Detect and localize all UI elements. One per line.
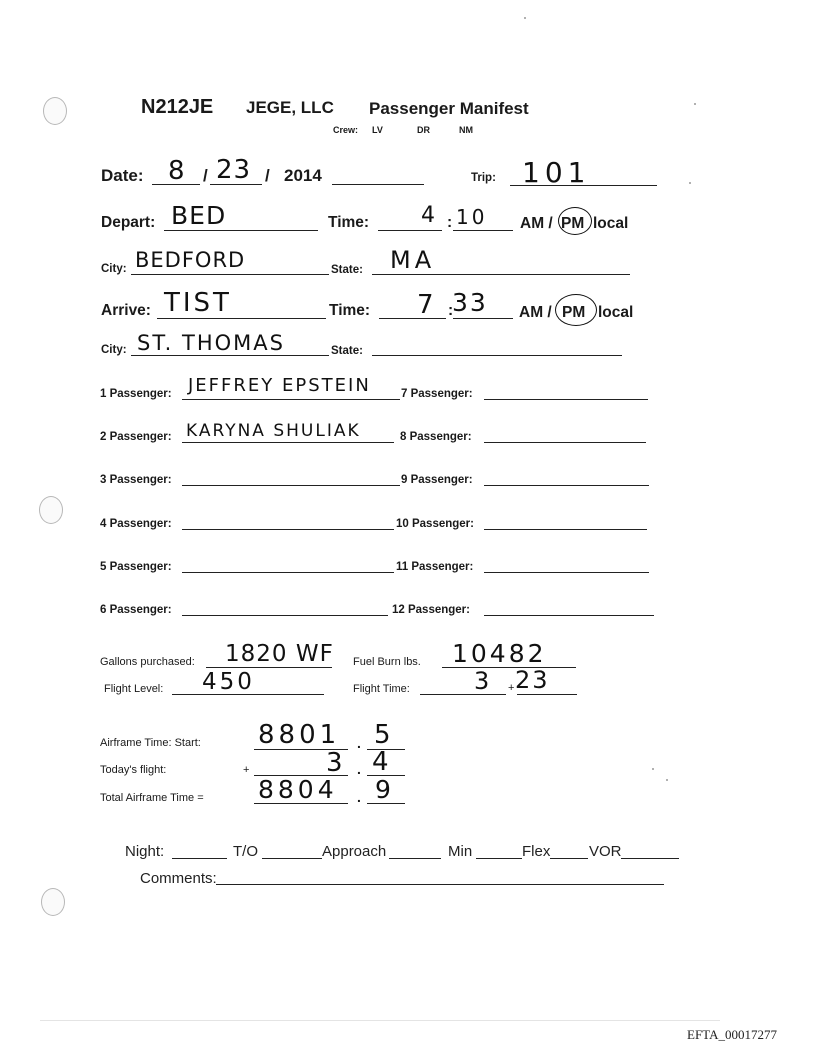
arrive-hour-line [379, 318, 446, 319]
depart-state-value: MA [390, 246, 436, 274]
date-separator: / [203, 166, 208, 185]
gallons-value: 1820 WF [225, 641, 334, 667]
approach-label: Approach [322, 843, 387, 860]
todays-flight-dot: . [357, 761, 361, 777]
date-year-line [332, 184, 424, 185]
crew-label: Crew: [333, 125, 359, 135]
to-line [262, 858, 322, 859]
depart-value: BED [171, 201, 227, 230]
bates-number: EFTA_00017277 [687, 1027, 777, 1042]
passenger-line [182, 529, 394, 530]
page-bottom-edge [40, 1020, 720, 1021]
depart-city-line [131, 274, 329, 275]
passenger-line [182, 615, 388, 616]
binder-hole-top [43, 97, 67, 125]
todays-flight-label: Today's flight: [100, 764, 167, 776]
arrive-hour-value: 7 [417, 290, 435, 320]
scan-speck [666, 779, 668, 781]
depart-time-colon: : [447, 214, 453, 231]
passenger-line [182, 485, 400, 486]
comments-line [216, 884, 664, 885]
flight-time-minutes-line [517, 694, 577, 695]
flight-time-label: Flight Time: [353, 683, 410, 695]
passenger-label: 7 Passenger: [401, 388, 473, 400]
gallons-label: Gallons purchased: [100, 656, 195, 668]
date-year: 2014 [284, 166, 322, 185]
date-month-value: 8 [168, 156, 186, 186]
date-day-value: 23 [216, 155, 252, 185]
gallons-line [206, 667, 332, 668]
arrive-pm-label: PM [562, 304, 586, 321]
night-line [172, 858, 227, 859]
arrive-state-line [372, 355, 622, 356]
vor-line [621, 858, 679, 859]
trip-label: Trip: [471, 172, 496, 184]
todays-flight-tenth: 4 [372, 747, 390, 777]
flight-time-minutes: 23 [515, 666, 550, 694]
airframe-start-whole: 8801 [258, 720, 341, 750]
arrive-minutes-value: 33 [452, 288, 488, 317]
passenger-label: 6 Passenger: [100, 604, 172, 616]
passenger-label: 4 Passenger: [100, 518, 172, 530]
passenger-line [484, 399, 648, 400]
fuel-burn-value: 10482 [452, 639, 547, 668]
todays-flight-whole: 3 [326, 748, 344, 778]
arrive-time-colon: : [448, 302, 454, 319]
passenger-line [182, 442, 394, 443]
depart-pm-label: PM [561, 215, 585, 232]
passenger-line [182, 399, 400, 400]
total-airframe-dot: . [357, 789, 361, 805]
total-airframe-label: Total Airframe Time = [100, 792, 204, 804]
arrive-am-label: AM / [519, 304, 552, 321]
airframe-start-tenth: 5 [374, 720, 392, 750]
depart-hour-value: 4 [421, 203, 436, 228]
arrive-time-label: Time: [329, 302, 371, 319]
passenger-label: 11 Passenger: [396, 561, 474, 573]
scan-speck [652, 768, 654, 770]
min-label: Min [448, 843, 473, 860]
todays-flight-plus: + [243, 764, 250, 776]
flight-level-label: Flight Level: [104, 683, 164, 695]
scan-speck [689, 182, 691, 184]
flex-label: Flex [522, 843, 551, 860]
passenger-label: 1 Passenger: [100, 388, 172, 400]
scan-speck [524, 17, 526, 19]
arrive-label: Arrive: [101, 302, 151, 319]
crew-member: DR [417, 125, 430, 135]
passenger-name: JEFFREY EPSTEIN [188, 375, 371, 396]
passenger-label: 10 Passenger: [396, 518, 474, 530]
passenger-label: 2 Passenger: [100, 431, 172, 443]
depart-state-line [372, 274, 630, 275]
arrive-city-label: City: [101, 344, 127, 356]
airframe-start-label: Airframe Time: Start: [100, 737, 201, 749]
to-label: T/O [233, 843, 258, 860]
depart-minutes-line [453, 230, 513, 231]
company-name: JEGE, LLC [246, 98, 334, 117]
night-label: Night: [125, 843, 165, 860]
flex-line [550, 858, 588, 859]
trip-value: 101 [522, 156, 591, 189]
passenger-label: 12 Passenger: [392, 604, 470, 616]
flight-level-value: 450 [202, 669, 255, 695]
flight-time-hours-line [420, 694, 506, 695]
depart-am-label: AM / [520, 215, 553, 232]
airframe-start-dot: . [357, 735, 361, 751]
scan-speck [694, 103, 696, 105]
passenger-label: 9 Passenger: [401, 474, 473, 486]
date-separator: / [265, 166, 270, 185]
min-line [476, 858, 522, 859]
total-airframe-whole: 8804 [258, 775, 338, 804]
depart-city-label: City: [101, 263, 127, 275]
arrive-line [157, 318, 326, 319]
depart-label: Depart: [101, 214, 156, 231]
depart-city-value: BEDFORD [135, 248, 246, 272]
passenger-line [484, 485, 649, 486]
flight-time-hours: 3 [474, 667, 491, 695]
depart-time-label: Time: [328, 214, 370, 231]
depart-line [164, 230, 318, 231]
form-title: Passenger Manifest [369, 99, 529, 118]
passenger-label: 8 Passenger: [400, 431, 472, 443]
approach-line [389, 858, 441, 859]
arrive-local-label: local [598, 304, 634, 321]
passenger-line [484, 615, 654, 616]
passenger-name: KARYNA SHULIAK [186, 421, 361, 441]
binder-hole-bottom [41, 888, 65, 916]
depart-state-label: State: [331, 264, 363, 276]
depart-local-label: local [593, 215, 629, 232]
total-airframe-tenth: 9 [375, 775, 392, 804]
tail-number: N212JE [141, 96, 214, 118]
passenger-line [484, 442, 646, 443]
passenger-line [484, 529, 647, 530]
depart-hour-line [378, 230, 442, 231]
arrive-state-label: State: [331, 345, 363, 357]
passenger-label: 5 Passenger: [100, 561, 172, 573]
date-label: Date: [101, 166, 144, 185]
binder-hole-middle [39, 496, 63, 524]
vor-label: VOR [589, 843, 622, 860]
passenger-label: 3 Passenger: [100, 474, 172, 486]
comments-label: Comments: [140, 870, 217, 887]
depart-minutes-value: 10 [456, 205, 488, 229]
arrive-value: TIST [164, 288, 232, 318]
arrive-city-line [131, 355, 329, 356]
passenger-line [182, 572, 394, 573]
passenger-line [484, 572, 649, 573]
fuel-burn-label: Fuel Burn lbs. [353, 656, 421, 668]
crew-member: LV [372, 125, 383, 135]
arrive-city-value: ST. THOMAS [137, 331, 285, 355]
crew-member: NM [459, 125, 473, 135]
flight-time-plus: + [508, 682, 515, 694]
arrive-minutes-line [453, 318, 513, 319]
